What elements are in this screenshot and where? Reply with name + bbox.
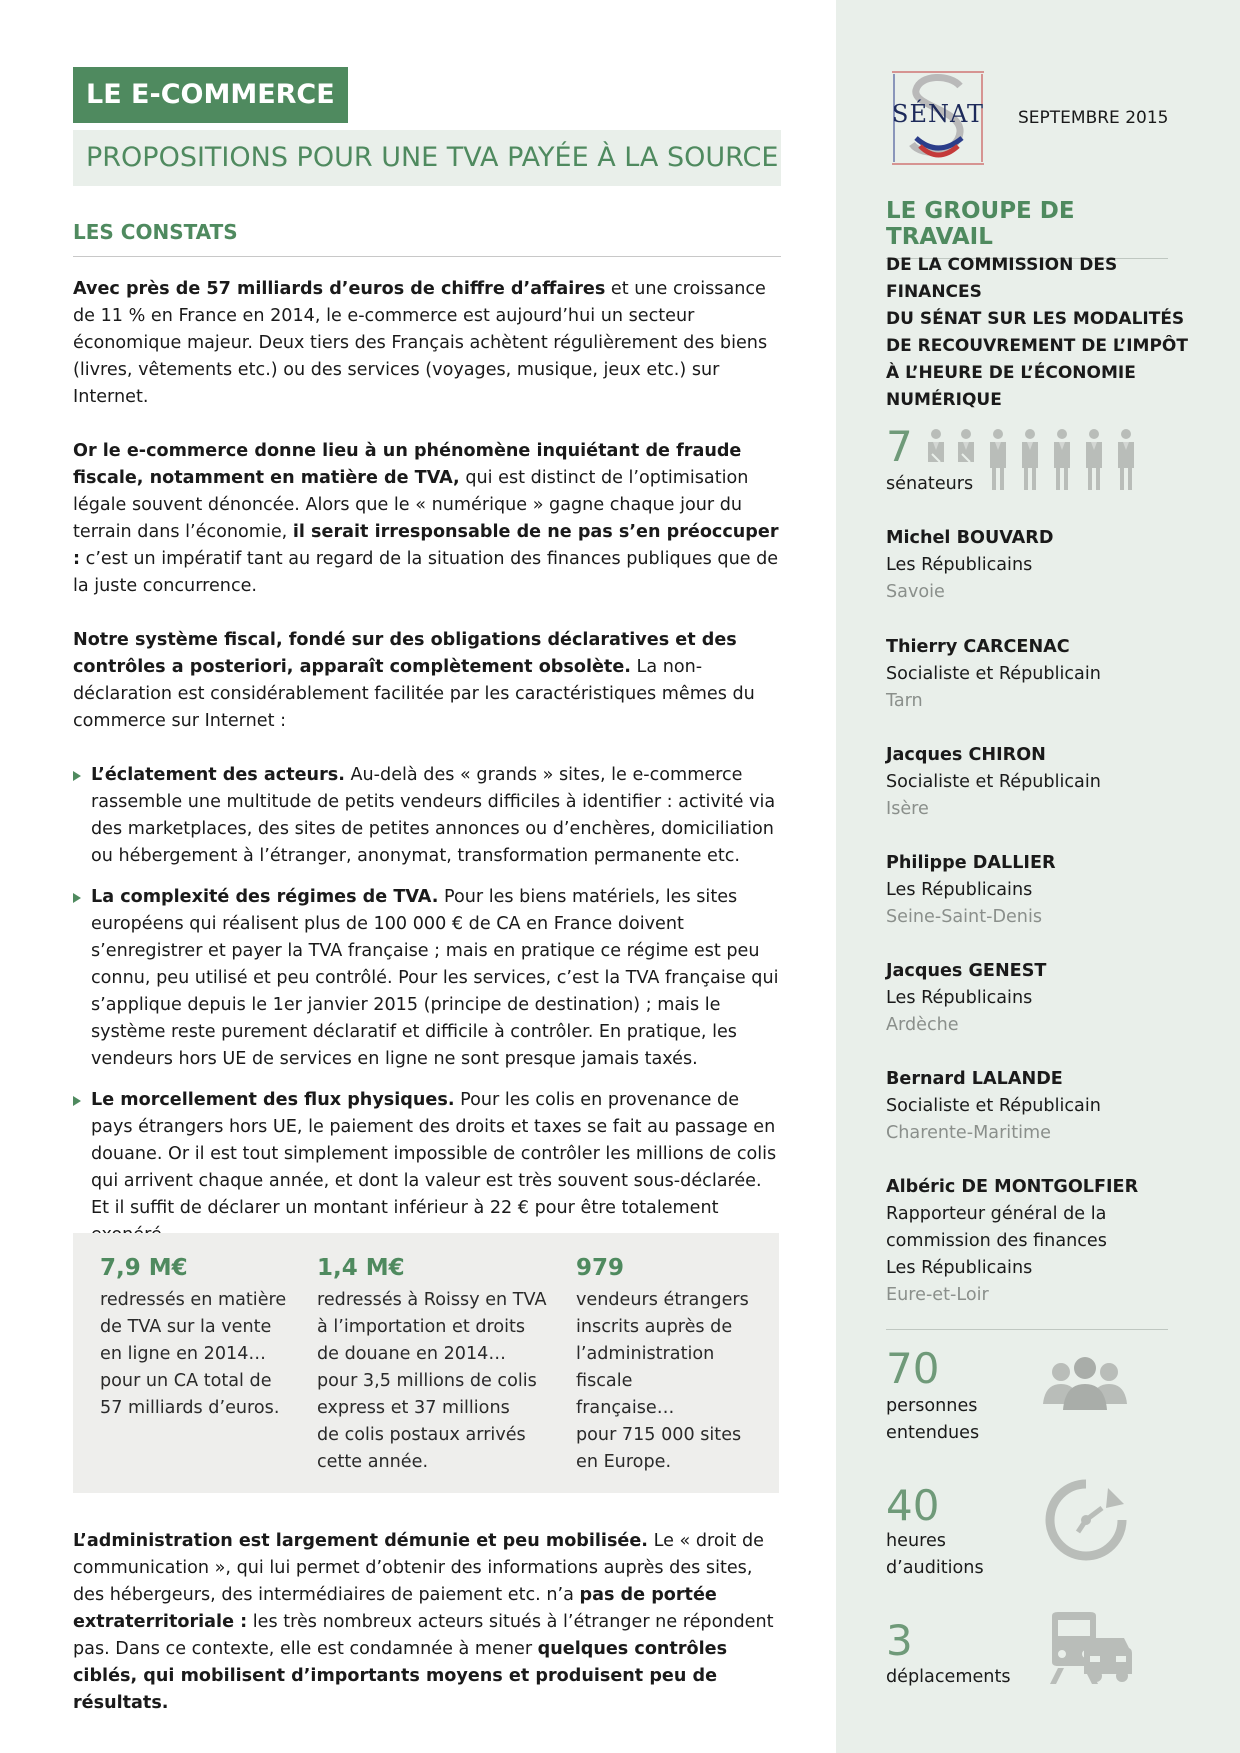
hours-count: 40 — [886, 1481, 940, 1530]
section-heading: LES CONSTATS — [73, 220, 781, 257]
senator-entry — [886, 958, 1046, 1039]
senator-department: Seine-Saint-Denis — [886, 907, 1043, 927]
closing-bold-2: pas de portée extraterritoriale : — [73, 1585, 717, 1632]
paragraph-2-bold-1: Or le e-commerce donne lieu à un phénomène inquiétant de fraude fiscale, notamment en matière de TVA, — [73, 441, 742, 488]
senator-name: Michel BOUVARD — [886, 528, 1054, 548]
hours-label: heures d’auditions — [886, 1531, 984, 1578]
senator-entry — [886, 634, 1101, 715]
sidebar — [836, 0, 1240, 1753]
paragraph-3-text: La non-déclaration est considérablement facilitée par les caractéristiques mêmes du commerce sur Internet : — [73, 657, 755, 731]
bullet-text: Pour les colis en provenance de pays étrangers hors UE, le paiement des droits et taxes se fait au passage en douane. Or il est tout simplement impossible de contrôler les millions de colis qui arrivent chaque année, et dont la valeur est très souvent sous-déclarée. Et il suffit de déclarer un montant inférieur à 22 € pour être totalement — [91, 1090, 777, 1218]
people-group-icon — [1041, 1354, 1129, 1416]
stat-text: redressés à Roissy en TVA à l’importation et droits de douane en 2014… pour 3,5 millions de colis express et 37 millions de colis postaux arrivés cette année. — [317, 1290, 547, 1472]
stat-item — [576, 1253, 776, 1476]
senator-name: Jacques CHIRON — [886, 745, 1046, 765]
senators-count: 7 — [886, 422, 913, 471]
closing-paragraph — [73, 1528, 785, 1717]
senator-group: Les Républicains — [886, 555, 1033, 575]
senator-department: Isère — [886, 799, 929, 819]
senator-group: Les Républicains — [886, 988, 1033, 1008]
triangle-bullet-icon — [73, 1096, 81, 1106]
paragraph-3 — [73, 627, 785, 735]
senator-group: Socialiste et Républicain — [886, 1096, 1101, 1116]
senator-department: Tarn — [886, 691, 923, 711]
senator-name: Albéric DE MONTGOLFIER — [886, 1177, 1139, 1197]
bullet-bold: La complexité des régimes de TVA. — [91, 887, 439, 907]
senator-name: Thierry CARCENAC — [886, 637, 1070, 657]
stat-value: 979 — [576, 1255, 625, 1281]
body-text — [73, 276, 785, 1263]
sidebar-heading: LE GROUPE DE TRAVAIL — [886, 198, 1168, 259]
senators-label: sénateurs — [886, 474, 974, 494]
senator-group: Les Républicains — [886, 880, 1033, 900]
stat-text: redressés en matière de TVA sur la vente en ligne en 2014… pour un CA total de 57 milliards d’euros. — [100, 1290, 287, 1418]
closing-bold-3: quelques contrôles ciblés, qui mobilisent d’importants moyens et produisent peu de résultats. — [73, 1639, 728, 1713]
stats-box — [73, 1233, 779, 1493]
bullet-item — [73, 1087, 785, 1249]
senat-logo — [890, 66, 986, 170]
transport-icon — [1044, 1610, 1136, 1686]
people-count: 70 — [886, 1344, 940, 1393]
senator-group: Socialiste et Républicain — [886, 664, 1101, 684]
senator-entry — [886, 1174, 1138, 1309]
bullet-bold: Le morcellement des flux physiques. — [91, 1090, 455, 1110]
senator-name: Jacques GENEST — [886, 961, 1047, 981]
paragraph-1-bold: Avec près de 57 milliards d’euros de chiffre d’affaires — [73, 279, 606, 299]
senator-group: Rapporteur général de la commission des finances Les Républicains — [886, 1204, 1107, 1278]
senator-entry — [886, 525, 1053, 606]
senator-entry — [886, 1066, 1101, 1147]
logo-wordmark: SÉNAT — [892, 100, 984, 128]
sidebar-subheading: DE LA COMMISSION DES FINANCES DU SÉNAT SUR LES MODALITÉS DE RECOUVREMENT DE L’IMPÔT À L’HEURE DE L’ÉCONOMIE NUMÉRIQUE — [886, 255, 1188, 410]
stat-text: vendeurs étrangers inscrits auprès de l’administration fiscale française… pour 715 000 sites en Europe. — [576, 1290, 749, 1472]
triangle-bullet-icon — [73, 771, 81, 781]
senator-figure-icon — [926, 428, 1152, 492]
bullet-text: Au-delà des « grands » sites, le e-commerce rassemble une multitude de petits vendeurs difficiles à identifier : activité via des marketplaces, des sites de petites annonces ou d’enchères, domiciliation ou hébergement à l’étranger, anonymat, transformation permanente etc. — [91, 765, 776, 866]
closing-text-2: les très nombreux acteurs situés à l’étranger ne répondent pas. Dans ce contexte, elle est condamnée à mener — [73, 1612, 774, 1659]
bullet-text: Pour les biens matériels, les sites européens qui réalisent plus de 100 000 € de CA en France doivent s’enregistrer et payer la TVA française ; mais en pratique ce régime est peu connu, peu utilisé et peu contrôlé. Pour les services, c’est la TVA française qui s’applique depuis le 1er janvier 2015 (principe de destination) ; mais le système reste purement déclaratif et difficile à contrôler. En pratique, les vendeurs hors UE de services en ligne ne sont presque jamais taxés. — [91, 887, 779, 1069]
main-column — [73, 0, 781, 1753]
stat-value: 1,4 M€ — [317, 1255, 405, 1281]
senator-name: Philippe DALLIER — [886, 853, 1056, 873]
paragraph-2-text-2: c’est un impératif tant au regard de la situation des finances publiques que de la juste concurrence. — [73, 549, 779, 596]
sidebar-divider — [886, 1329, 1168, 1330]
page-title: LE E-COMMERCE — [73, 67, 348, 123]
paragraph-2-bold-2: il serait irresponsable de ne pas s’en préoccuper : — [73, 522, 779, 569]
stat-item — [100, 1253, 300, 1422]
closing-text-1: Le « droit de communication », qui lui permet d’obtenir des informations auprès des sites, des hébergeurs, des intermédiaires de paiement etc. n’a — [73, 1531, 764, 1605]
bullet-item — [73, 884, 785, 1073]
senator-department: Savoie — [886, 582, 945, 602]
paragraph-1 — [73, 276, 785, 411]
paragraph-3-bold: Notre système fiscal, fondé sur des obligations déclaratives et des contrôles a posteriori, apparaît complètement obsolète. — [73, 630, 737, 677]
clock-icon — [1044, 1478, 1128, 1562]
closing-bold-1: L’administration est largement démunie et peu mobilisée. — [73, 1531, 648, 1551]
senator-name: Bernard LALANDE — [886, 1069, 1063, 1089]
senator-entry — [886, 742, 1101, 823]
people-label: personnes entendues — [886, 1396, 980, 1443]
senator-department: Charente-Maritime — [886, 1123, 1051, 1143]
paragraph-2-text-1: qui est distinct de l’optimisation légale souvent dénoncée. Alors que le « numérique » gagne chaque jour du terrain dans l’économie, — [73, 468, 749, 542]
stat-value: 7,9 M€ — [100, 1255, 188, 1281]
page-subtitle: PROPOSITIONS POUR UNE TVA PAYÉE À LA SOURCE — [73, 130, 781, 186]
bullet-bold: L’éclatement des acteurs. — [91, 765, 345, 785]
senator-group: Socialiste et Républicain — [886, 772, 1101, 792]
triangle-bullet-icon — [73, 893, 81, 903]
trips-label: déplacements — [886, 1667, 1011, 1687]
bullet-item — [73, 762, 785, 870]
paragraph-1-text: et une croissance de 11 % en France en 2014, le e-commerce est aujourd’hui un secteur économique majeur. Deux tiers des Français achètent régulièrement des biens (livres, vêtements etc.) ou des services (voyages, musique, jeux etc.) sur Internet. — [73, 279, 768, 407]
senator-department: Ardèche — [886, 1015, 959, 1035]
paragraph-2 — [73, 438, 785, 600]
stat-item — [317, 1253, 557, 1476]
publication-date: SEPTEMBRE 2015 — [1018, 108, 1169, 128]
senator-entry — [886, 850, 1056, 931]
senator-department: Eure-et-Loir — [886, 1285, 989, 1305]
trips-count: 3 — [886, 1616, 913, 1665]
